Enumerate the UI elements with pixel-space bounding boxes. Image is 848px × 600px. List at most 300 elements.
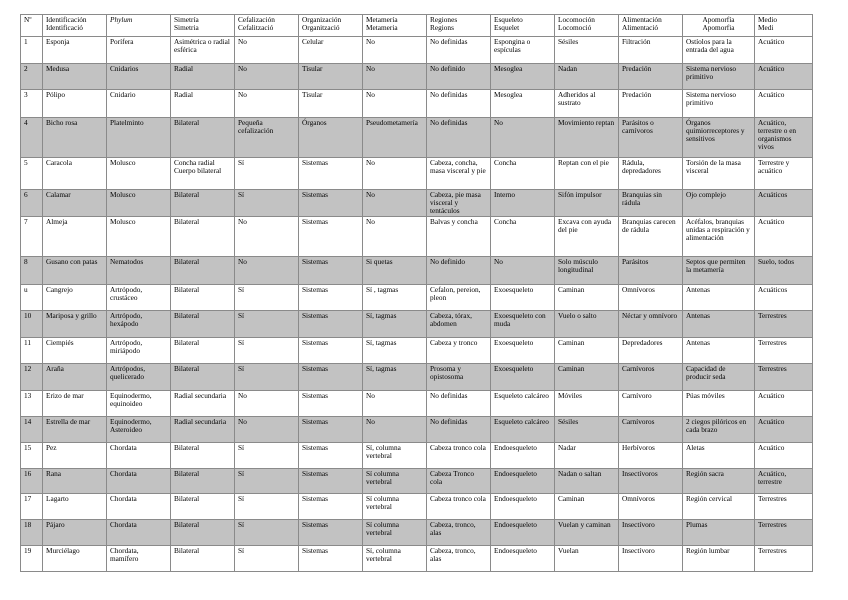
table-cell: Sí bbox=[235, 494, 299, 520]
column-header-translation: Apomorfia bbox=[702, 23, 735, 32]
table-cell: Acuático bbox=[755, 391, 813, 417]
table-cell: Bilateral bbox=[171, 217, 235, 257]
table-cell: Sí columna vertebral bbox=[363, 469, 427, 494]
table-cell: Cabeza, pie masa visceral y tentáculos bbox=[427, 190, 491, 217]
column-header bbox=[619, 15, 683, 37]
table-cell: Artrópodo, crustáceo bbox=[107, 285, 171, 311]
table-cell: Erizo de mar bbox=[43, 391, 107, 417]
table-row bbox=[21, 391, 813, 417]
column-header-translation: Organització bbox=[302, 23, 340, 32]
table-cell: No definidas bbox=[427, 90, 491, 118]
table-cell: Araña bbox=[43, 364, 107, 391]
table-cell: Lagarto bbox=[43, 494, 107, 520]
table-cell: Mesoglea bbox=[491, 90, 555, 118]
table-cell: No bbox=[363, 64, 427, 90]
table-cell: Bicho rosa bbox=[43, 118, 107, 158]
table-cell: Chordata bbox=[107, 520, 171, 546]
table-cell: Mariposa y grillo bbox=[43, 311, 107, 338]
table-row bbox=[21, 417, 813, 443]
table-cell: Sistemas bbox=[299, 364, 363, 391]
table-cell: Sésiles bbox=[555, 417, 619, 443]
table-cell: Bilateral bbox=[171, 443, 235, 469]
table-cell: 3 bbox=[21, 90, 43, 118]
table-cell: Tisular bbox=[299, 64, 363, 90]
column-header-label: Simetría bbox=[174, 15, 199, 24]
table-cell: Cabeza tronco cola bbox=[427, 494, 491, 520]
table-cell: Endoesqueleto bbox=[491, 520, 555, 546]
column-header bbox=[299, 15, 363, 37]
table-cell: Sí, tagmas bbox=[363, 338, 427, 364]
table-cell: Exoesqueleto con muda bbox=[491, 311, 555, 338]
table-cell: Exoesqueleto bbox=[491, 285, 555, 311]
table-cell: Carnívoros bbox=[619, 417, 683, 443]
column-header bbox=[107, 15, 171, 37]
table-cell: Cabeza, tronco, alas bbox=[427, 546, 491, 572]
header-row bbox=[21, 15, 813, 37]
table-cell: Vuelo o salto bbox=[555, 311, 619, 338]
table-cell: Acuático bbox=[755, 37, 813, 64]
table-cell: Bilateral bbox=[171, 520, 235, 546]
column-header bbox=[363, 15, 427, 37]
table-cell: Cabeza, concha, masa visceral y pie bbox=[427, 158, 491, 190]
table-cell: Molusco bbox=[107, 217, 171, 257]
table-cell: Molusco bbox=[107, 158, 171, 190]
table-cell: Chordata bbox=[107, 443, 171, 469]
table-cell: Néctar y omnívoro bbox=[619, 311, 683, 338]
table-cell: Sí , tagmas bbox=[363, 285, 427, 311]
column-header bbox=[427, 15, 491, 37]
table-cell: Prosoma y opistosoma bbox=[427, 364, 491, 391]
table-cell: Acuático, terrestre bbox=[755, 469, 813, 494]
table-cell: Pseudometamería bbox=[363, 118, 427, 158]
table-cell: 8 bbox=[21, 257, 43, 285]
table-cell: Movimiento reptan bbox=[555, 118, 619, 158]
table-cell: 5 bbox=[21, 158, 43, 190]
table-cell: Acuáticos bbox=[755, 190, 813, 217]
table-cell: Endoesqueleto bbox=[491, 546, 555, 572]
table-cell: 4 bbox=[21, 118, 43, 158]
table-cell: Sistemas bbox=[299, 338, 363, 364]
table-cell: No definidas bbox=[427, 118, 491, 158]
table-cell: Sistema nervioso primitivo bbox=[683, 90, 755, 118]
table-cell: No bbox=[363, 391, 427, 417]
table-cell: Bilateral bbox=[171, 118, 235, 158]
table-cell: Caminan bbox=[555, 364, 619, 391]
table-row bbox=[21, 257, 813, 285]
table-cell: Cabeza Tronco cola bbox=[427, 469, 491, 494]
table-cell: Medusa bbox=[43, 64, 107, 90]
table-cell: Balvas y concha bbox=[427, 217, 491, 257]
column-header-translation: Alimentació bbox=[622, 23, 659, 32]
table-cell: Sifón impulsor bbox=[555, 190, 619, 217]
table-cell: No bbox=[235, 64, 299, 90]
table-cell: Artrópodo, miriápodo bbox=[107, 338, 171, 364]
table-cell: Rana bbox=[43, 469, 107, 494]
table-row bbox=[21, 520, 813, 546]
table-cell: Plumas bbox=[683, 520, 755, 546]
table-cell: Antenas bbox=[683, 338, 755, 364]
table-row bbox=[21, 443, 813, 469]
table-cell: Interno bbox=[491, 190, 555, 217]
table-row bbox=[21, 285, 813, 311]
table-cell: Sí columna vertebral bbox=[363, 494, 427, 520]
table-row bbox=[21, 158, 813, 190]
column-header-label: Apomorfía bbox=[702, 15, 735, 24]
table-cell: Sistemas bbox=[299, 417, 363, 443]
table-cell: Vuelan bbox=[555, 546, 619, 572]
table-cell: Esponja bbox=[43, 37, 107, 64]
table-cell: Artrópodos, quelicerado bbox=[107, 364, 171, 391]
column-header bbox=[21, 15, 43, 37]
table-cell: Pequeña cefalización bbox=[235, 118, 299, 158]
table-row bbox=[21, 64, 813, 90]
table-cell: Cnidario bbox=[107, 90, 171, 118]
table-cell: Bilateral bbox=[171, 494, 235, 520]
table-cell: Sistemas bbox=[299, 469, 363, 494]
table-cell: Sistemas bbox=[299, 494, 363, 520]
table-cell: Bilateral bbox=[171, 285, 235, 311]
column-header-translation: Locomoció bbox=[558, 23, 592, 32]
column-header-translation: Medi bbox=[758, 23, 774, 32]
table-cell: Sí, tagmas bbox=[363, 364, 427, 391]
table-cell: Endoesqueleto bbox=[491, 443, 555, 469]
table-cell: Ojo complejo bbox=[683, 190, 755, 217]
table-cell: Vuelan y caminan bbox=[555, 520, 619, 546]
table-cell: Torsión de la masa visceral bbox=[683, 158, 755, 190]
table-cell: Sistemas bbox=[299, 311, 363, 338]
table-cell: Bilateral bbox=[171, 364, 235, 391]
table-cell: Radial bbox=[171, 64, 235, 90]
table-cell: Concha bbox=[491, 217, 555, 257]
table-cell: 2 ciegos pilóricos en cada brazo bbox=[683, 417, 755, 443]
table-cell: Cabeza, tronco, alas bbox=[427, 520, 491, 546]
table-cell: Predación bbox=[619, 90, 683, 118]
table-cell: No bbox=[235, 90, 299, 118]
column-header-translation: Identificació bbox=[46, 23, 83, 32]
table-cell: 18 bbox=[21, 520, 43, 546]
table-cell: Sistemas bbox=[299, 546, 363, 572]
table-row bbox=[21, 118, 813, 158]
table-cell: Espongina o espículas bbox=[491, 37, 555, 64]
table-cell: Sistemas bbox=[299, 257, 363, 285]
table-cell: Branquias sin rádula bbox=[619, 190, 683, 217]
table-cell: Cabeza, tórax, abdomen bbox=[427, 311, 491, 338]
table-cell: Móviles bbox=[555, 391, 619, 417]
table-cell: Ciempiés bbox=[43, 338, 107, 364]
table-cell: Acéfalos, branquias unidas a respiración y alimentación bbox=[683, 217, 755, 257]
table-cell: Asimétrica o radial esférica bbox=[171, 37, 235, 64]
table-cell: 7 bbox=[21, 217, 43, 257]
table-cell: Nadan o saltan bbox=[555, 469, 619, 494]
table-cell: Acuáticos bbox=[755, 285, 813, 311]
table-cell: Terrestres bbox=[755, 311, 813, 338]
table-cell: Terrestres bbox=[755, 494, 813, 520]
table-cell: Bilateral bbox=[171, 338, 235, 364]
table-cell: Sistemas bbox=[299, 285, 363, 311]
table-cell: Terrestre y acuático bbox=[755, 158, 813, 190]
table-cell: 6 bbox=[21, 190, 43, 217]
table-cell: Chordata bbox=[107, 494, 171, 520]
table-cell: Depredadores bbox=[619, 338, 683, 364]
table-cell: Acuático, terrestre o en organismos vivos bbox=[755, 118, 813, 158]
table-cell: Calamar bbox=[43, 190, 107, 217]
table-cell: Sistemas bbox=[299, 391, 363, 417]
table-cell: Región sacra bbox=[683, 469, 755, 494]
table-cell: 2 bbox=[21, 64, 43, 90]
table-cell: Adheridos al sustrato bbox=[555, 90, 619, 118]
table-cell: No bbox=[363, 417, 427, 443]
table-cell: Sistemas bbox=[299, 443, 363, 469]
table-cell: No bbox=[491, 118, 555, 158]
table-cell: Sí columna vertebral bbox=[363, 520, 427, 546]
table-cell: Sí bbox=[235, 364, 299, 391]
table-row bbox=[21, 364, 813, 391]
table-cell: Sistemas bbox=[299, 190, 363, 217]
table-cell: Sí bbox=[235, 285, 299, 311]
table-cell: Carnívoros bbox=[619, 364, 683, 391]
table-cell: No definidas bbox=[427, 417, 491, 443]
table-cell: Exoesqueleto bbox=[491, 338, 555, 364]
table-cell: Excava con ayuda del pie bbox=[555, 217, 619, 257]
table-cell: Chordata, mamífero bbox=[107, 546, 171, 572]
table-cell: No bbox=[363, 37, 427, 64]
table-cell: Región lumbar bbox=[683, 546, 755, 572]
document-page bbox=[20, 14, 812, 572]
table-cell: No bbox=[363, 158, 427, 190]
table-cell: Radial bbox=[171, 90, 235, 118]
table-cell: Púas móviles bbox=[683, 391, 755, 417]
table-cell: Gusano con patas bbox=[43, 257, 107, 285]
table-cell: Terrestres bbox=[755, 520, 813, 546]
table-cell: Terrestres bbox=[755, 546, 813, 572]
table-cell: Predación bbox=[619, 64, 683, 90]
table-cell: Almeja bbox=[43, 217, 107, 257]
column-header bbox=[235, 15, 299, 37]
column-header-label: Phylum bbox=[110, 15, 133, 24]
table-cell: 12 bbox=[21, 364, 43, 391]
table-cell: No definidas bbox=[427, 37, 491, 64]
table-cell: Celular bbox=[299, 37, 363, 64]
table-cell: Cangrejo bbox=[43, 285, 107, 311]
table-cell: Molusco bbox=[107, 190, 171, 217]
column-header-label: Cefalización bbox=[238, 15, 275, 24]
table-cell: Sí, tagmas bbox=[363, 311, 427, 338]
table-cell: Tisular bbox=[299, 90, 363, 118]
table-cell: No bbox=[235, 391, 299, 417]
table-cell: 11 bbox=[21, 338, 43, 364]
table-cell: No definido bbox=[427, 257, 491, 285]
table-cell: 19 bbox=[21, 546, 43, 572]
table-row bbox=[21, 494, 813, 520]
table-cell: Solo músculo longitudinal bbox=[555, 257, 619, 285]
table-cell: No definidas bbox=[427, 391, 491, 417]
table-cell: Sí bbox=[235, 311, 299, 338]
table-cell: Cabeza tronco cola bbox=[427, 443, 491, 469]
table-cell: Órganos quimiorreceptores y sensitivos bbox=[683, 118, 755, 158]
table-cell: No bbox=[363, 217, 427, 257]
table-cell: Artrópodo, hexápodo bbox=[107, 311, 171, 338]
column-header-label: Regiones bbox=[430, 15, 458, 24]
table-cell: Esqueleto calcáreo bbox=[491, 391, 555, 417]
column-header bbox=[43, 15, 107, 37]
table-row bbox=[21, 311, 813, 338]
table-cell: Insectívoro bbox=[619, 546, 683, 572]
table-cell: Estrella de mar bbox=[43, 417, 107, 443]
column-header bbox=[555, 15, 619, 37]
table-cell: Caminan bbox=[555, 338, 619, 364]
table-cell: No bbox=[235, 37, 299, 64]
table-cell: Sí, columna vertebral bbox=[363, 546, 427, 572]
table-cell: Antenas bbox=[683, 311, 755, 338]
table-cell: Suelo, todos bbox=[755, 257, 813, 285]
table-cell: Omnívoros bbox=[619, 494, 683, 520]
table-row bbox=[21, 469, 813, 494]
table-cell: Acuático bbox=[755, 443, 813, 469]
table-cell: Concha bbox=[491, 158, 555, 190]
table-cell: Concha radial Cuerpo bilateral bbox=[171, 158, 235, 190]
table-cell: Nadar bbox=[555, 443, 619, 469]
table-cell: Bilateral bbox=[171, 469, 235, 494]
table-cell: Parásitos bbox=[619, 257, 683, 285]
table-cell: Parásitos o carnívoros bbox=[619, 118, 683, 158]
table-cell: Endoesqueleto bbox=[491, 494, 555, 520]
table-cell: 10 bbox=[21, 311, 43, 338]
table-cell: 16 bbox=[21, 469, 43, 494]
animal-classification-table bbox=[20, 14, 813, 572]
table-cell: 1 bbox=[21, 37, 43, 64]
table-cell: Sí bbox=[235, 190, 299, 217]
table-cell: Murciélago bbox=[43, 546, 107, 572]
table-cell: Endoesqueleto bbox=[491, 469, 555, 494]
table-cell: Sí bbox=[235, 338, 299, 364]
column-header-label: Identificación bbox=[46, 15, 87, 24]
table-cell: Acuático bbox=[755, 417, 813, 443]
column-header bbox=[171, 15, 235, 37]
table-cell: Omnívoros bbox=[619, 285, 683, 311]
table-cell: Filtración bbox=[619, 37, 683, 64]
table-cell: Sistemas bbox=[299, 158, 363, 190]
table-cell: No bbox=[363, 90, 427, 118]
table-cell: Porífera bbox=[107, 37, 171, 64]
column-header-translation: Cefalització bbox=[238, 23, 274, 32]
table-cell: Mesoglea bbox=[491, 64, 555, 90]
table-cell: Sí bbox=[235, 158, 299, 190]
column-header-translation: Simetria bbox=[174, 23, 199, 32]
table-cell: 14 bbox=[21, 417, 43, 443]
table-cell: Pájaro bbox=[43, 520, 107, 546]
table-row bbox=[21, 546, 813, 572]
table-cell: No bbox=[235, 257, 299, 285]
table-row bbox=[21, 338, 813, 364]
table-cell: Insectívoro bbox=[619, 520, 683, 546]
table-cell: Pólipo bbox=[43, 90, 107, 118]
table-cell: Branquias carecen de rádula bbox=[619, 217, 683, 257]
table-cell: Bilateral bbox=[171, 311, 235, 338]
table-cell: Radial secundaria bbox=[171, 391, 235, 417]
table-cell: Cnidarios bbox=[107, 64, 171, 90]
table-cell: No bbox=[363, 190, 427, 217]
table-cell: Sistemas bbox=[299, 217, 363, 257]
table-cell: Radial secundaria bbox=[171, 417, 235, 443]
table-body bbox=[21, 37, 813, 572]
table-cell: Sistema nervioso primitivo bbox=[683, 64, 755, 90]
column-header bbox=[491, 15, 555, 37]
column-header-label: Organización bbox=[302, 15, 342, 24]
table-cell: Platelminto bbox=[107, 118, 171, 158]
table-cell: Equinodermo, equinoideo bbox=[107, 391, 171, 417]
table-cell: Antenas bbox=[683, 285, 755, 311]
table-cell: Rádula, depredadores bbox=[619, 158, 683, 190]
table-cell: Cefalon, pereion, pleon bbox=[427, 285, 491, 311]
table-cell: Nadan bbox=[555, 64, 619, 90]
table-cell: Órganos bbox=[299, 118, 363, 158]
table-cell: Capacidad de producir seda bbox=[683, 364, 755, 391]
table-header bbox=[21, 15, 813, 37]
table-cell: Acuático bbox=[755, 90, 813, 118]
table-cell: Nematodos bbox=[107, 257, 171, 285]
table-cell: Equinodermo, Asteroideo bbox=[107, 417, 171, 443]
table-cell: Pez bbox=[43, 443, 107, 469]
column-header-label: Esqueleto bbox=[494, 15, 523, 24]
table-cell: Bilateral bbox=[171, 546, 235, 572]
table-cell: Reptan con el pie bbox=[555, 158, 619, 190]
table-row bbox=[21, 37, 813, 64]
table-cell: Caminan bbox=[555, 494, 619, 520]
table-cell: 13 bbox=[21, 391, 43, 417]
table-cell: Terrestres bbox=[755, 364, 813, 391]
column-header bbox=[755, 15, 813, 37]
table-cell: Bilateral bbox=[171, 190, 235, 217]
table-cell: No bbox=[235, 417, 299, 443]
table-cell: Septos que permiten la metamería bbox=[683, 257, 755, 285]
column-header bbox=[683, 15, 755, 37]
table-cell: Ostíolos para la entrada del agua bbox=[683, 37, 755, 64]
column-header-label: Nº bbox=[24, 15, 32, 24]
table-cell: Cabeza y tronco bbox=[427, 338, 491, 364]
table-cell: Esqueleto calcáreo bbox=[491, 417, 555, 443]
column-header-label: Alimentación bbox=[622, 15, 662, 24]
table-cell: Herbívoros bbox=[619, 443, 683, 469]
table-cell: No bbox=[235, 217, 299, 257]
table-cell: Sí bbox=[235, 469, 299, 494]
table-cell: Acuático bbox=[755, 217, 813, 257]
column-header-label: Metamería bbox=[366, 15, 398, 24]
table-cell: Aletas bbox=[683, 443, 755, 469]
table-cell: No bbox=[491, 257, 555, 285]
table-cell: Sí, columna vertebral bbox=[363, 443, 427, 469]
table-cell: Sésiles bbox=[555, 37, 619, 64]
table-cell: Sí bbox=[235, 443, 299, 469]
table-cell: Bilateral bbox=[171, 257, 235, 285]
column-header-label: Locomoción bbox=[558, 15, 595, 24]
table-cell: Acuático bbox=[755, 64, 813, 90]
table-row bbox=[21, 90, 813, 118]
column-header-translation: Esquelet bbox=[494, 23, 520, 32]
table-row bbox=[21, 217, 813, 257]
table-cell: Chordata bbox=[107, 469, 171, 494]
table-cell: No definido bbox=[427, 64, 491, 90]
column-header-label: Medio bbox=[758, 15, 778, 24]
table-cell: Caminan bbox=[555, 285, 619, 311]
table-cell: 17 bbox=[21, 494, 43, 520]
table-cell: Terrestres bbox=[755, 338, 813, 364]
table-cell: Si quetas bbox=[363, 257, 427, 285]
table-cell: Sí bbox=[235, 546, 299, 572]
table-cell: Carnívoro bbox=[619, 391, 683, 417]
table-row bbox=[21, 190, 813, 217]
table-cell: u bbox=[21, 285, 43, 311]
table-cell: Caracola bbox=[43, 158, 107, 190]
